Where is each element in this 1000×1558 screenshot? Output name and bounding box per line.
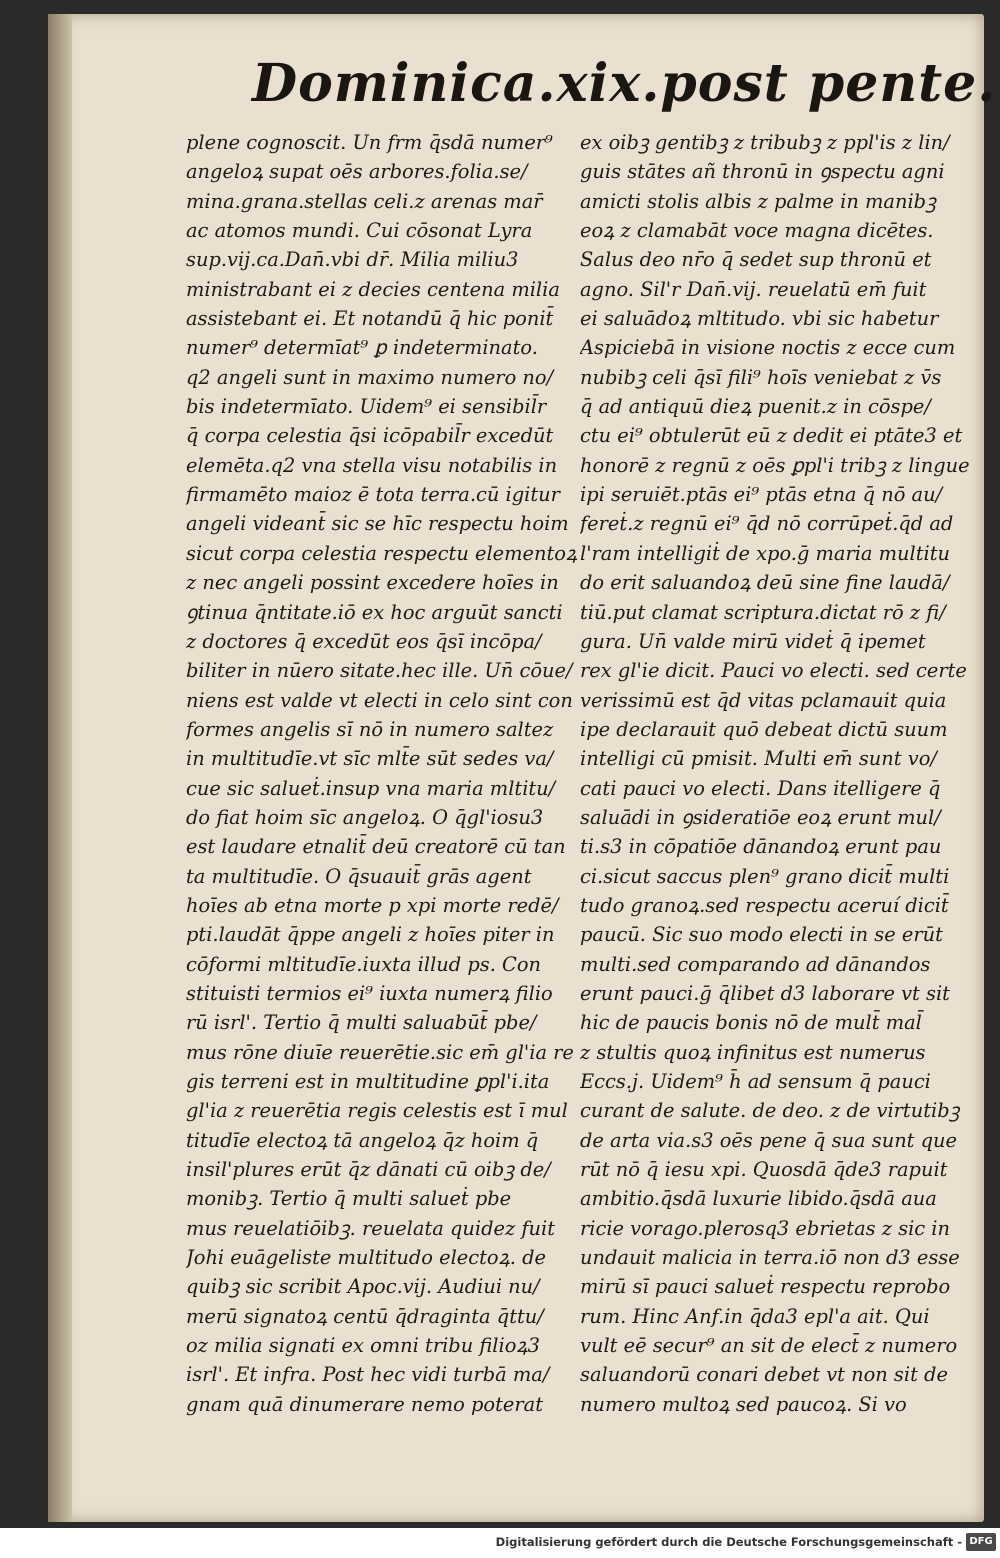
text-line: angeli videant̄ sic se hīc respectu hoim [186, 512, 569, 536]
text-line: rū isrl'. Tertio q̄ multi saluabūt̄ pbe/ [186, 1011, 537, 1035]
text-line: quibꝫ sic scribit Apoc.vij. Audiui nu/ [186, 1275, 540, 1299]
text-line: l'ram intelligiṫ de xpo.ḡ maria multitu [580, 541, 951, 565]
text-line: ricie vorago.plerosq3 ebrietas z sic in [580, 1216, 950, 1240]
text-line: tudo granoꝝ.sed respectu aceruí dicit̄ [580, 893, 949, 917]
text-line: q̄ ad antiquū dieꝝ puenit.z in cōspe/ [580, 395, 931, 419]
text-line: insil'plures erūt q̄z dānati cū oibꝫ de/ [186, 1158, 551, 1182]
text-line: ac atomos mundi. Cui cōsonat Lyra [186, 219, 533, 243]
text-line: paucū. Sic suo modo electi in se erūt [580, 923, 943, 947]
text-line: hic de paucis bonis nō de mult̄ mal̄ [580, 1011, 922, 1035]
text-line: verissimū est q̄d vitas pclamauit quia [580, 688, 947, 712]
text-line: mirū sī pauci salueṫ respectu reprobo [580, 1275, 951, 1299]
text-line: bis indetermīato. Uidem⁹ ei sensibil̄r [186, 395, 547, 419]
text-line: amicti stolis albis z palme in manibꝫ [580, 189, 936, 213]
text-line: ministrabant ei z decies centena milia [186, 277, 560, 301]
text-line: gura. Un̄ valde mirū videṫ q̄ ipemet [580, 629, 926, 653]
text-line: honorē z regnū z oēs ꝑpl'i tribꝫ z lingue [580, 453, 970, 477]
dfg-logo: DFG [966, 1533, 996, 1551]
footer-credit: Digitalisierung gefördert durch die Deutsche Forschungsgemeinschaft - [495, 1535, 962, 1549]
text-line: ei saluādoꝝ mltitudo. vbi sic habetur [580, 307, 939, 331]
digitization-footer [0, 1528, 1000, 1558]
text-line: eoꝝ z clamabāt voce magna dicētes. [580, 219, 934, 243]
text-line: biliter in nūero sitate.hec ille. Un̄ cōue/ [186, 659, 573, 683]
text-line: mina.grana.stellas celi.z arenas mar̄ [186, 189, 543, 213]
text-line: rum. Hinc Anf.in q̄da3 epl'a ait. Qui [580, 1304, 930, 1328]
text-line: rūt nō q̄ iesu xpi. Quosdā q̄de3 rapuit [580, 1158, 948, 1182]
text-line: q̄ corpa celestia q̄si icōpabil̄r excedūt [186, 424, 554, 448]
text-line: elemēta.q2 vna stella visu notabilis in [186, 453, 558, 477]
text-line: numer⁹ determīat⁹ ꝑ indeterminato. [186, 336, 538, 360]
text-line: numero multoꝝ sed paucoꝝ. Si vo [580, 1392, 907, 1416]
text-line: ci.sicut saccus plen⁹ grano dicit̄ multi [580, 864, 950, 888]
text-line: sup.vij.ca.Dan̄.vbi dr̄. Milia miliu3 [186, 248, 519, 272]
text-line: z stultis quoꝝ infinitus est numerus [580, 1040, 926, 1064]
text-line: mus rōne diuīe reuerētie.sic em̄ gl'ia re [186, 1040, 574, 1064]
left-text-column [186, 128, 586, 1419]
text-line: do fiat hoim sīc angeloꝝ. O q̄gl'iosu3 [186, 805, 544, 829]
text-line: stituisti termios ei⁹ iuxta numerꝝ filio [186, 981, 553, 1005]
text-line: nubibꝫ celi q̄sī fili⁹ hoīs veniebat z v̄s [580, 365, 942, 389]
text-line: isrl'. Et infra. Post hec vidi turbā ma/ [186, 1363, 550, 1387]
text-line: ipi seruiēt.ptās ei⁹ ptās etna q̄ nō au/ [580, 483, 943, 507]
text-line: titudīe electoꝝ tā angeloꝝ q̄z hoim q̄ [186, 1128, 539, 1152]
text-line: de arta via.s3 oēs pene q̄ sua sunt que [580, 1128, 958, 1152]
text-line: erunt pauci.ḡ q̄libet d3 laborare vt sit [580, 981, 950, 1005]
text-line: Aspiciebā in visione noctis z ecce cum [580, 336, 956, 360]
text-line: ta multitudīe. O q̄suauit̄ grās agent [186, 864, 532, 888]
text-line: curant de salute. de deo. z de virtutibꝫ [580, 1099, 960, 1123]
text-line: cati pauci vo electi. Dans itelligere q̄ [580, 776, 941, 800]
right-text-column [580, 128, 980, 1419]
page-gutter [48, 14, 72, 1522]
text-line: gnam quā dinumerare nemo poterat [186, 1392, 543, 1416]
text-line: vult eē secur⁹ an sit de elect̄ z numero [580, 1334, 958, 1358]
text-line: in multitudīe.vt sīc mlt̄e sūt sedes va/ [186, 747, 554, 771]
text-line: formes angelis sī nō in numero saltez [186, 717, 554, 741]
text-line: gis terreni est in multitudine ꝑpl'i.ita [186, 1070, 550, 1093]
text-line: Johi euāgeliste multitudo electoꝝ. de [186, 1246, 547, 1270]
text-line: fereṫ.z regnū ei⁹ q̄d nō corrūpeṫ.q̄d ad [580, 512, 954, 536]
text-line: est laudare etnalit̄ deū creatorē cū tan [186, 835, 566, 859]
text-line: mus reuelatiōibꝫ. reuelata quidez fuit [186, 1216, 555, 1240]
text-line: z doctores q̄ excedūt eos q̄sī incōpa/ [186, 629, 542, 653]
text-line: multi.sed comparando ad dānandos [580, 952, 931, 976]
text-line: angeloꝝ supat oēs arbores.folia.se/ [186, 160, 528, 184]
text-line: firmamēto maioz ē tota terra.cū igitur [186, 483, 560, 507]
text-line: oz milia signati ex omni tribu filioꝝ3 [186, 1334, 540, 1358]
text-line: ambitio.q̄sdā luxurie libido.q̄sdā aua [580, 1187, 937, 1211]
text-line: q2 angeli sunt in maximo numero no/ [186, 365, 554, 389]
text-line: saluādi in ꝯsideratiōe eoꝝ erunt mul/ [580, 805, 941, 829]
text-line: cōformi mltitudīe.iuxta illud ps. Con [186, 952, 542, 976]
text-line: do erit saluandoꝝ deū sine fine laudā/ [580, 571, 950, 595]
text-line: z nec angeli possint excedere hoīes in [186, 571, 559, 595]
text-line: tiū.put clamat scriptura.dictat rō z fi/ [580, 600, 946, 624]
text-line: cue sic salueṫ.insup vna maria mltitu/ [186, 776, 556, 800]
text-line: ti.s3 in cōpatiōe dānandoꝝ erunt pau [580, 835, 942, 859]
text-line: gl'ia z reuerētia regis celestis est ī mul [186, 1099, 568, 1123]
text-line: ctu ei⁹ obtulerūt eū z dedit ei ptāte3 et [580, 424, 963, 448]
text-line: saluandorū conari debet vt non sit de [580, 1363, 948, 1387]
text-line: guis stātes añ thronū in ꝯspectu agni [580, 160, 945, 184]
text-line: ipe declarauit quō debeat dictū suum [580, 717, 948, 741]
text-line: monibꝫ. Tertio q̄ multi salueṫ pbe [186, 1187, 512, 1211]
text-line: rex gl'ie dicit. Pauci vo electi. sed certe [580, 659, 967, 683]
text-line: Salus deo nr̄o q̄ sedet sup thronū et [580, 248, 932, 272]
text-line: undauit malicia in terra.iō non d3 esse [580, 1246, 960, 1270]
text-line: merū signatoꝝ centū q̄draginta q̄ttu/ [186, 1304, 544, 1328]
text-line: assistebant ei. Et notandū q̄ hic ponit̄ [186, 307, 554, 331]
text-line: hoīes ab etna morte p xpi morte redē/ [186, 893, 559, 917]
text-line: pti.laudāt q̄ppe angeli z hoīes piter in [186, 923, 555, 947]
text-line: sicut corpa celestia respectu elementoꝝ [186, 541, 578, 565]
text-line: ex oibꝫ gentibꝫ z tribubꝫ z ppl'is z lin/ [580, 131, 950, 154]
text-line: agno. Sil'r Dan̄.vij. reuelatū em̄ fuit [580, 277, 927, 301]
text-line: intelligi cū pmisit. Multi em̄ sunt vo/ [580, 747, 937, 771]
text-line: niens est valde vt electi in celo sint con [186, 688, 573, 712]
text-line: ꝯtinua q̄ntitate.iō ex hoc arguūt sancti [186, 600, 563, 624]
text-line: plene cognoscit. Un frm q̄sdā numer⁹ [186, 131, 553, 154]
running-title: Dominica.xix.post pente. [252, 53, 997, 114]
text-line: Eccs.j. Uidem⁹ h̄ ad sensum q̄ pauci [580, 1070, 931, 1093]
